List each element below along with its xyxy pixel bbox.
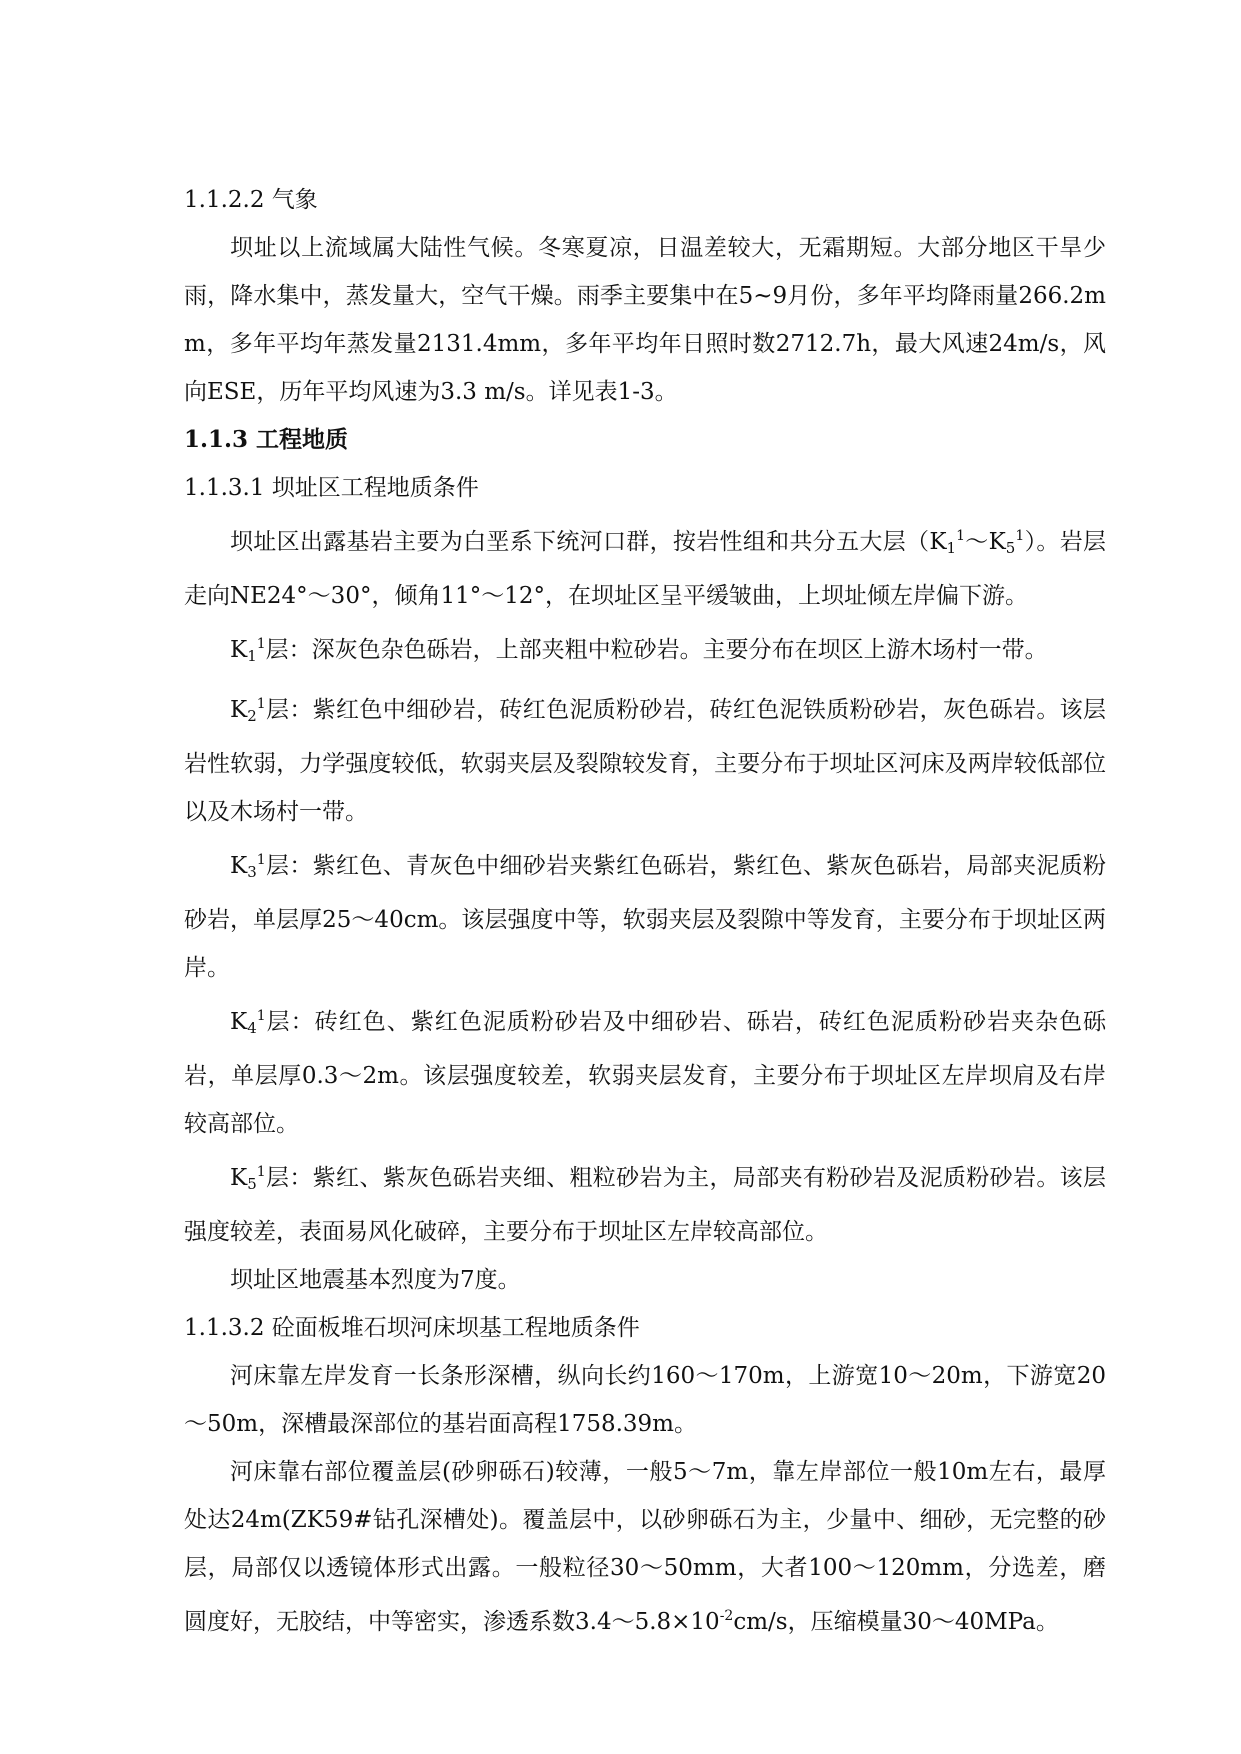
layer-k5-symbol: $K_5^1$ — [230, 1164, 266, 1193]
section-heading-riverbed: 1.1.3.2 砼面板堆石坝河床坝基工程地质条件 — [184, 1315, 640, 1341]
section-heading-engineering-geology: 1.1.3 工程地质 — [184, 426, 349, 453]
dam-text-a: 坝址区出露基岩主要为白垩系下统河口群，按岩性组和共分五大层（ — [230, 529, 930, 555]
layer-k1-symbol: $K_1^1$ — [230, 636, 266, 665]
paragraph-layer-k3: $K_3^1$层：紫红色、青灰色中细砂岩夹紫红色砾岩，紫红色、紫灰色砾岩，局部夹泥质粉砂岩，单层厚25～40cm。该层强度中等，软弱夹层及裂隙中等发育，主要分布于坝址区两岸。 — [184, 852, 1106, 981]
layer-k4-symbol: $K_4^1$ — [230, 1008, 266, 1037]
paragraph-dam-site-strata: 坝址区出露基岩主要为白垩系下统河口群，按岩性组和共分五大层$(K_1^1\sim K_5^1)$。岩层走向NE24°～30°，倾角11°～12°，在坝址区呈平缓皱曲，上坝址倾左岸偏下游。 — [184, 528, 1107, 609]
section-heading-dam-site: 1.1.3.1 坝址区工程地质条件 — [184, 475, 479, 501]
k1-symbol: $K_1^1$ — [929, 528, 965, 557]
layer-k2-symbol: $K_2^1$ — [230, 696, 266, 725]
paragraph-layer-k4: $K_4^1$层：砖红色、紫红色泥质粉砂岩及中细砂岩、砾岩，砖红色泥质粉砂岩夹杂色砾岩，单层厚0.3～2m。该层强度较差，软弱夹层发育，主要分布于坝址区左岸坝肩及右岸较高部位。 — [184, 1008, 1106, 1137]
layer-k3-symbol: $K_3^1$ — [230, 852, 266, 881]
paragraph-layer-k1: $K_1^1$层：深灰色杂色砾岩，上部夹粗中粒砂岩。主要分布在坝区上游木场村一带。 — [230, 636, 1048, 665]
paragraph-layer-k5: $K_5^1$层：紫红、紫灰色砾岩夹细、粗粒砂岩为主，局部夹有粉砂岩及泥质粉砂岩。该层强度较差，表面易风化破碎，主要分布于坝址区左岸较高部位。 — [184, 1164, 1106, 1245]
dam-text-b: ）。岩层走向NE24°～30°，倾角11°～12°，在坝址区呈平缓皱曲，上坝址倾左岸偏下游。 — [184, 529, 1107, 609]
paragraph-seismic: 坝址区地震基本烈度为7度。 — [230, 1267, 521, 1293]
section-heading-meteorology: 1.1.2.2 气象 — [184, 187, 318, 213]
paragraph-riverbed-overburden: 河床靠右部位覆盖层(砂卵砾石)较薄，一般5～7m，靠左岸部位一般10m左右，最厚处达24m(ZK59#钻孔深槽处)。覆盖层中，以砂卵砾石为主，少量中、细砂，无完整的砂层，局部仅以透镜体形式出露。一般粒径30～50mm，大者100～120mm，分选差，磨圆度好，无胶结，中等密实，渗透系数$3.4\sim 5.8\times 10^{-2}cm/s$，压缩模量30～40MPa。 — [184, 1459, 1106, 1635]
document-page — [184, 176, 1106, 1646]
paragraph-meteorology: 坝址以上流域属大陆性气候。冬寒夏凉，日温差较大，无霜期短。大部分地区干旱少雨，降水集中，蒸发量大，空气干燥。雨季主要集中在5~9月份，多年平均降雨量266.2mm，多年平均年蒸发量2131.4mm，多年平均年日照时数2712.7h，最大风速24m/s，风向ESE，历年平均风速为3.3 m/s。详见表1-3。 — [184, 235, 1106, 405]
exponent: -2 — [719, 1608, 734, 1624]
paragraph-layer-k2: $K_2^1$层：紫红色中细砂岩，砖红色泥质粉砂岩，砖红色泥铁质粉砂岩，灰色砾岩。该层岩性软弱，力学强度较低，软弱夹层及裂隙较发育，主要分布于坝址区河床及两岸较低部位以及木场村一带。 — [184, 696, 1106, 825]
paragraph-riverbed-trough: 河床靠左岸发育一长条形深槽，纵向长约160～170m，上游宽10～20m，下游宽20～50m，深槽最深部位的基岩面高程1758.39m。 — [184, 1363, 1106, 1437]
k5-symbol: $K_5^1$ — [988, 528, 1025, 557]
